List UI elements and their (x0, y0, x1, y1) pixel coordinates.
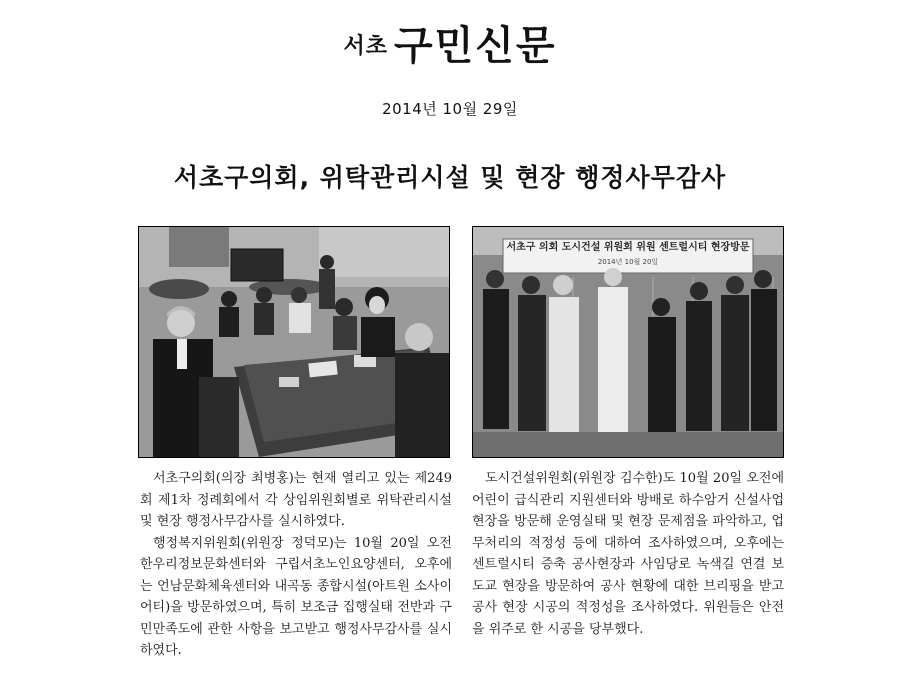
masthead-logo (0, 16, 900, 72)
photo-banner-date: 2014년 10월 20일 (597, 258, 659, 266)
meeting-photo (138, 226, 450, 458)
paragraph: 서초구의회(의장 최병홍)는 현재 열리고 있는 제249회 제1차 정례회에서 각 상임위원회별로 위탁관리시설 및 현장 행정사무감사를 실시하였다. (140, 471, 452, 529)
masthead-prefix: 서초 (343, 34, 388, 59)
paragraph: 행정복지위원회(위원장 정덕모)는 10월 20일 오전 한우리정보문화센터와 구립서초노인요양센터, 오후에는 언남문화체육센터와 내곡동 종합시설(아트원 소사이어티)을 방문하였으며, 특히 보조금 집행실태 전반과 구민만족도에 관한 사항을 보고받고 행정사무감사를 실시하였다. (140, 535, 452, 658)
article-column-left (140, 468, 452, 662)
site-visit-photo (472, 226, 784, 458)
masthead-title: 구민신문 (393, 23, 557, 69)
paragraph: 도시건설위원회(위원장 김수한)도 10월 20일 오전에 어린이 급식관리 지원센터와 방배로 하수암거 신설사업 현장을 방문해 운영실태 및 현장 문제점을 파악하고, 업무처리의 적정성 등에 대하여 조사하였으며, 오후에는 센트럴시티 증축 공사현장과 사임당로 녹색길 연결 보도교 현장을 방문하여 공사 현황에 대한 브리핑을 받고 공사 현장 시공의 적정성을 조사하였다. 위원들은 안전을 위주로 한 시공을 당부했다. (472, 471, 784, 637)
article-headline: 서초구의회, 위탁관리시설 및 현장 행정사무감사 (173, 163, 727, 192)
publication-date: 2014년 10월 29일 (382, 100, 518, 118)
article-column-right (472, 468, 784, 640)
photo-banner-title: 서초구 의회 도시건설 위원회 위원 센트럴시티 현장방문 (506, 242, 750, 253)
